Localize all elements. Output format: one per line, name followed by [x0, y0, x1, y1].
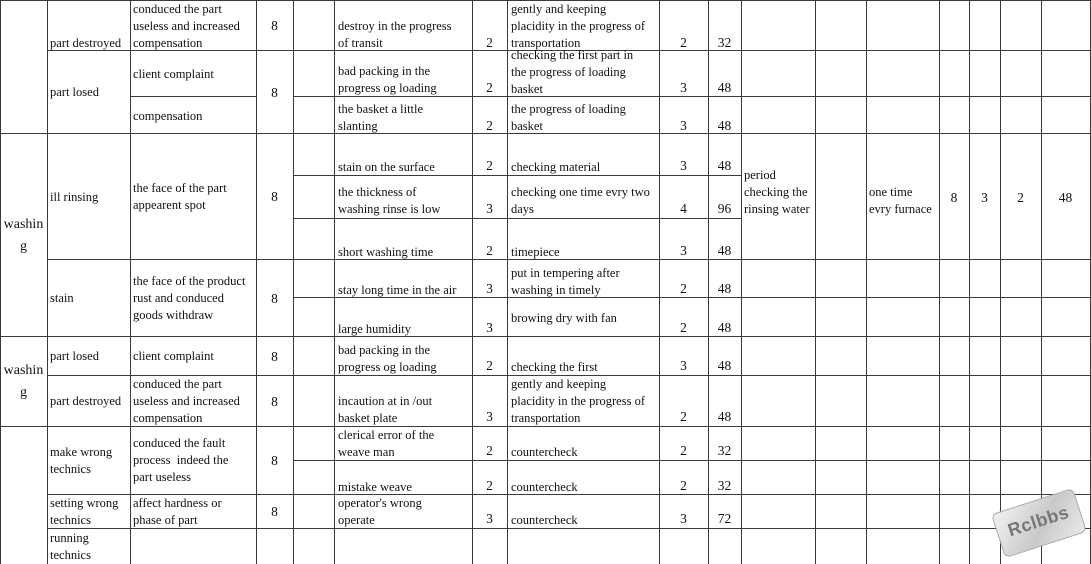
control-cell: timepiece — [511, 245, 560, 259]
occurrence-cell: 3 — [486, 409, 493, 424]
failure-mode-cell: running technics — [50, 531, 91, 562]
occurrence-cell: 2 — [486, 158, 493, 173]
grid-line — [1041, 0, 1042, 564]
rpn-cell: 32 — [717, 35, 732, 50]
detection-cell: 2 — [680, 443, 687, 458]
rpn-cell: 72 — [717, 511, 732, 526]
control-cell: checking the first part in the progress of loading basket — [511, 48, 634, 96]
cause-cell: large humidity — [338, 322, 412, 336]
rpn-cell: 48 — [717, 158, 732, 173]
detection-cell: 2 — [680, 35, 687, 50]
occurrence-cell: 2 — [486, 35, 493, 50]
rpn-cell: 48 — [717, 281, 732, 296]
severity-cell: 8 — [271, 189, 278, 204]
detection-cell: 3 — [680, 243, 687, 258]
rpn-cell: 48 — [717, 243, 732, 258]
control-cell: gently and keeping placidity in the progress of transportation — [511, 377, 645, 425]
severity-cell: 8 — [271, 291, 278, 306]
cause-cell: stain on the surface — [338, 160, 435, 174]
occurrence-cell: 2 — [486, 118, 493, 133]
failure-mode-cell: part losed — [50, 349, 99, 363]
grid-line — [0, 0, 1, 564]
process-cell: washin g — [3, 363, 44, 400]
grid-line — [969, 0, 970, 564]
rpn-cell: 96 — [717, 201, 732, 216]
grid-line — [334, 0, 335, 564]
detection-cell: 2 — [680, 281, 687, 296]
occurrence-cell: 3 — [486, 320, 493, 335]
grid-line — [939, 0, 940, 564]
control-cell: countercheck — [511, 445, 578, 459]
cause-cell: mistake weave — [338, 480, 412, 494]
severity-cell: 8 — [271, 349, 278, 364]
rpn-cell: 48 — [717, 358, 732, 373]
cause-cell: bad packing in the progress og loading — [338, 343, 437, 374]
grid-line — [293, 0, 294, 564]
rpn-cell: 48 — [717, 118, 732, 133]
detection-cell: 3 — [680, 358, 687, 373]
grid-line — [293, 218, 741, 219]
effect-cell: affect hardness or phase of part — [133, 496, 222, 527]
cause-cell: incaution at in /out basket plate — [338, 394, 433, 425]
detection-cell: 4 — [680, 201, 687, 216]
severity-cell: 8 — [271, 18, 278, 33]
rpn-cell: 32 — [717, 478, 732, 493]
severity-cell: 8 — [271, 394, 278, 409]
effect-cell: the face of the product rust and conduced goods withdraw — [133, 274, 246, 322]
grid-line — [47, 259, 1091, 260]
failure-mode-cell: part destroyed — [50, 394, 122, 408]
grid-line — [741, 0, 742, 564]
control-cell: gently and keeping placidity in the progress of transportation — [511, 2, 645, 50]
detection-cell: 2 — [680, 320, 687, 335]
detection-cell: 3 — [680, 118, 687, 133]
grid-line — [47, 0, 48, 564]
detection-cell: 3 — [680, 158, 687, 173]
control-cell: browing dry with fan — [511, 311, 617, 325]
rpn-cell: 48 — [717, 80, 732, 95]
effect-cell: conduced the part useless and increased compensation — [133, 2, 240, 50]
detection-cell: 3 — [680, 80, 687, 95]
effect-cell: the face of the part appearent spot — [133, 181, 227, 212]
occurrence-cell: 3 — [486, 281, 493, 296]
control-cell: checking one time evry two days — [511, 185, 650, 216]
detection-cell: 2 — [680, 478, 687, 493]
failure-mode-cell: part losed — [50, 85, 99, 99]
new-severity-cell: 8 — [950, 190, 958, 205]
cause-cell: operator's wrong operate — [338, 496, 422, 527]
occurrence-cell: 2 — [486, 443, 493, 458]
occurrence-cell: 2 — [486, 80, 493, 95]
control-cell: the progress of loading basket — [511, 102, 626, 133]
responsibility-cell: one time evry furnace — [869, 185, 932, 216]
effect-cell: compensation — [133, 109, 203, 123]
rpn-cell: 48 — [717, 409, 732, 424]
rpn-cell: 48 — [717, 320, 732, 335]
effect-cell: client complaint — [133, 349, 214, 363]
failure-mode-cell: setting wrong technics — [50, 496, 119, 527]
cause-cell: bad packing in the progress og loading — [338, 64, 437, 95]
grid-line — [507, 0, 508, 564]
grid-line — [130, 0, 131, 564]
occurrence-cell: 3 — [486, 201, 493, 216]
cause-cell: stay long time in the air — [338, 283, 457, 297]
cause-cell: destroy in the progress of transit — [338, 19, 452, 50]
process-cell: washin g — [3, 217, 44, 254]
cause-cell: the thickness of washing rinse is low — [338, 185, 441, 216]
cause-cell: clerical error of the weave man — [338, 428, 435, 459]
rpn-cell: 32 — [717, 443, 732, 458]
occurrence-cell: 2 — [486, 358, 493, 373]
occurrence-cell: 2 — [486, 478, 493, 493]
watermark-logo: Rclbbs — [991, 488, 1087, 558]
grid-line — [0, 336, 1091, 337]
grid-line — [1000, 0, 1001, 564]
grid-line — [130, 96, 256, 97]
severity-cell: 8 — [271, 453, 278, 468]
new-occurrence-cell: 3 — [981, 190, 988, 205]
control-cell: put in tempering after washing in timely — [511, 266, 620, 297]
occurrence-cell: 2 — [486, 243, 493, 258]
failure-mode-cell: make wrong technics — [50, 445, 113, 476]
severity-cell: 8 — [271, 504, 278, 519]
failure-mode-cell: stain — [50, 291, 74, 305]
cause-cell: the basket a little slanting — [338, 102, 424, 133]
grid-line — [815, 0, 816, 564]
failure-mode-cell: ill rinsing — [50, 190, 99, 204]
detection-cell: 2 — [680, 409, 687, 424]
action-cell: period checking the rinsing water — [744, 168, 810, 216]
effect-cell: conduced the fault process indeed the part useless — [133, 436, 229, 484]
severity-cell: 8 — [271, 85, 278, 100]
detection-cell: 3 — [680, 511, 687, 526]
cause-cell: short washing time — [338, 245, 434, 259]
control-cell: checking the first — [511, 360, 598, 374]
new-rpn-cell: 48 — [1058, 190, 1073, 205]
occurrence-cell: 3 — [486, 511, 493, 526]
control-cell: countercheck — [511, 513, 578, 527]
effect-cell: client complaint — [133, 67, 214, 81]
control-cell: countercheck — [511, 480, 578, 494]
effect-cell: conduced the part useless and increased compensation — [133, 377, 240, 425]
grid-line — [866, 0, 867, 564]
control-cell: checking material — [511, 160, 601, 174]
new-detection-cell: 2 — [1017, 190, 1024, 205]
failure-mode-cell: part destroyed — [50, 36, 122, 50]
